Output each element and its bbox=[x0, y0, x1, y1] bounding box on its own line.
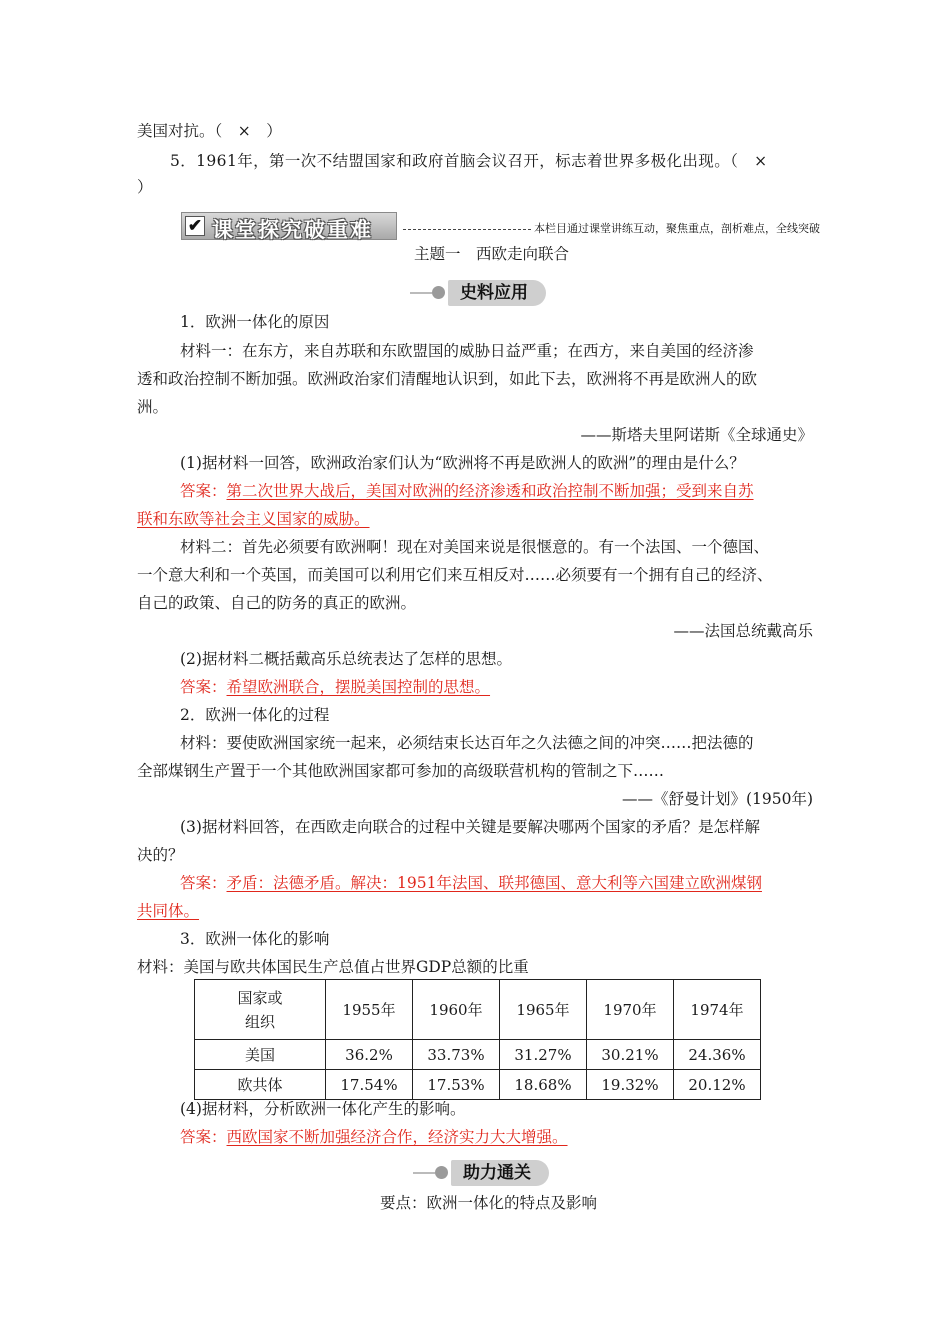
material-4: 材料：美国与欧共体国民生产总值占世界GDP总额的比重 bbox=[137, 958, 529, 976]
banner-divider bbox=[403, 229, 531, 230]
table-header-year: 1955年 bbox=[326, 980, 413, 1040]
section-2-heading: 2．欧洲一体化的过程 bbox=[180, 706, 330, 724]
table-header-year: 1970年 bbox=[587, 980, 674, 1040]
question-3-line2: 决的？ bbox=[137, 846, 184, 864]
answer-label: 答案： bbox=[180, 482, 227, 500]
material-3-line: 全部煤钢生产置于一个其他欧洲国家都可参加的高级联营机构的管制之下…… bbox=[137, 762, 665, 780]
answer-4-text: 西欧国家不断加强经济合作，经济实力大大增强。 bbox=[226, 1128, 568, 1146]
material-3-line: 材料：要使欧洲国家统一起来，必须结束长达百年之久法德之间的冲突……把法德的 bbox=[180, 734, 754, 752]
pill-label: 史料应用 bbox=[448, 280, 546, 306]
material-1-line: 材料一：在东方，来自苏联和东欧盟国的威胁日益严重；在西方，来自美国的经济渗 bbox=[180, 342, 754, 360]
section-3-heading: 3．欧洲一体化的影响 bbox=[180, 930, 330, 948]
table-cell: 17.53% bbox=[413, 1070, 500, 1100]
answer-label: 答案： bbox=[180, 874, 227, 892]
answer-1-line1 bbox=[180, 480, 754, 502]
pill-label: 助力通关 bbox=[451, 1160, 549, 1186]
section-banner bbox=[181, 209, 851, 243]
pill-line bbox=[413, 1172, 435, 1174]
answer-2 bbox=[180, 676, 490, 698]
material-2-source: ——法国总统戴高乐 bbox=[673, 622, 813, 640]
intro-line: 美国对抗。（ × ） bbox=[137, 122, 282, 140]
answer-3-line1 bbox=[180, 872, 762, 894]
table-cell: 20.12% bbox=[674, 1070, 761, 1100]
table-row bbox=[195, 1040, 761, 1070]
topic-title: 主题一 西欧走向联合 bbox=[414, 245, 570, 263]
pill-line bbox=[410, 292, 432, 294]
table-cell: 36.2% bbox=[326, 1040, 413, 1070]
check-icon: ✔ bbox=[185, 216, 205, 236]
table-cell: 19.32% bbox=[587, 1070, 674, 1100]
section-pill-tips bbox=[413, 1160, 573, 1186]
answer-label: 答案： bbox=[180, 678, 227, 696]
question-5-line1: 5．1961年，第一次不结盟国家和政府首脑会议召开，标志着世界多极化出现。（ × bbox=[170, 152, 768, 170]
table-header-year: 1960年 bbox=[413, 980, 500, 1040]
answer-3-text: 矛盾：法德矛盾。解决：1951年法国、联邦德国、意大利等六国建立欧洲煤钢 bbox=[226, 874, 762, 892]
pill-dot bbox=[432, 286, 445, 299]
header-label-line: 国家或 bbox=[237, 988, 283, 1007]
banner-box bbox=[181, 212, 397, 240]
material-2-line: 材料二：首先必须要有欧洲啊！现在对美国来说是很惬意的。有一个法国、一个德国、 bbox=[180, 538, 770, 556]
question-2: (2)据材料二概括戴高乐总统表达了怎样的思想。 bbox=[180, 650, 512, 668]
table-cell: 30.21% bbox=[587, 1040, 674, 1070]
answer-2-text: 希望欧洲联合，摆脱美国控制的思想。 bbox=[226, 678, 491, 696]
answer-label: 答案： bbox=[180, 1128, 227, 1146]
question-4: (4)据材料，分析欧洲一体化产生的影响。 bbox=[180, 1100, 466, 1118]
question-5-line2: ） bbox=[137, 178, 153, 196]
table-header-row bbox=[195, 980, 761, 1040]
table-cell: 17.54% bbox=[326, 1070, 413, 1100]
table-cell: 33.73% bbox=[413, 1040, 500, 1070]
section-pill-sources bbox=[410, 280, 570, 306]
material-2-line: 自己的政策、自己的防务的真正的欧洲。 bbox=[137, 594, 417, 612]
table-row-name: 美国 bbox=[195, 1040, 326, 1070]
material-1-source: ——斯塔夫里阿诺斯《全球通史》 bbox=[580, 426, 813, 444]
question-3-line1: (3)据材料回答，在西欧走向联合的过程中关键是要解决哪两个国家的矛盾？是怎样解 bbox=[180, 818, 760, 836]
answer-1-text: 第二次世界大战后，美国对欧洲的经济渗透和政治控制不断加强；受到来自苏 bbox=[226, 482, 754, 500]
table-header-year: 1974年 bbox=[674, 980, 761, 1040]
material-3-source: ——《舒曼计划》(1950年) bbox=[621, 790, 813, 808]
section-1-heading: 1．欧洲一体化的原因 bbox=[180, 313, 330, 331]
material-2-line: 一个意大利和一个英国，而美国可以利用它们来互相反对……必须要有一个拥有自己的经济、 bbox=[137, 566, 773, 584]
answer-1-line2: 联和东欧等社会主义国家的威胁。 bbox=[137, 510, 370, 528]
table-cell: 18.68% bbox=[500, 1070, 587, 1100]
table-cell: 31.27% bbox=[500, 1040, 587, 1070]
key-point: 要点：欧洲一体化的特点及影响 bbox=[380, 1194, 598, 1212]
material-1-line: 洲。 bbox=[137, 398, 169, 416]
pill-dot bbox=[435, 1166, 448, 1179]
table-header-year: 1965年 bbox=[500, 980, 587, 1040]
gdp-share-table bbox=[194, 979, 761, 1100]
banner-title: 课堂探究破重难 bbox=[212, 218, 373, 242]
question-1: (1)据材料一回答，欧洲政治家们认为“欧洲将不再是欧洲人的欧洲”的理由是什么？ bbox=[180, 454, 745, 472]
material-1-line: 透和政治控制不断加强。欧洲政治家们清醒地认识到，如此下去，欧洲将不再是欧洲人的欧 bbox=[137, 370, 758, 388]
table-row-name: 欧共体 bbox=[195, 1070, 326, 1100]
table-cell: 24.36% bbox=[674, 1040, 761, 1070]
banner-note: 本栏目通过课堂讲练互动，聚焦重点，剖析难点，全线突破 bbox=[534, 222, 820, 235]
header-label-line: 组织 bbox=[244, 1012, 275, 1031]
answer-4 bbox=[180, 1126, 568, 1148]
table-header-label bbox=[195, 980, 326, 1040]
table-row bbox=[195, 1070, 761, 1100]
answer-3-line2: 共同体。 bbox=[137, 902, 200, 920]
